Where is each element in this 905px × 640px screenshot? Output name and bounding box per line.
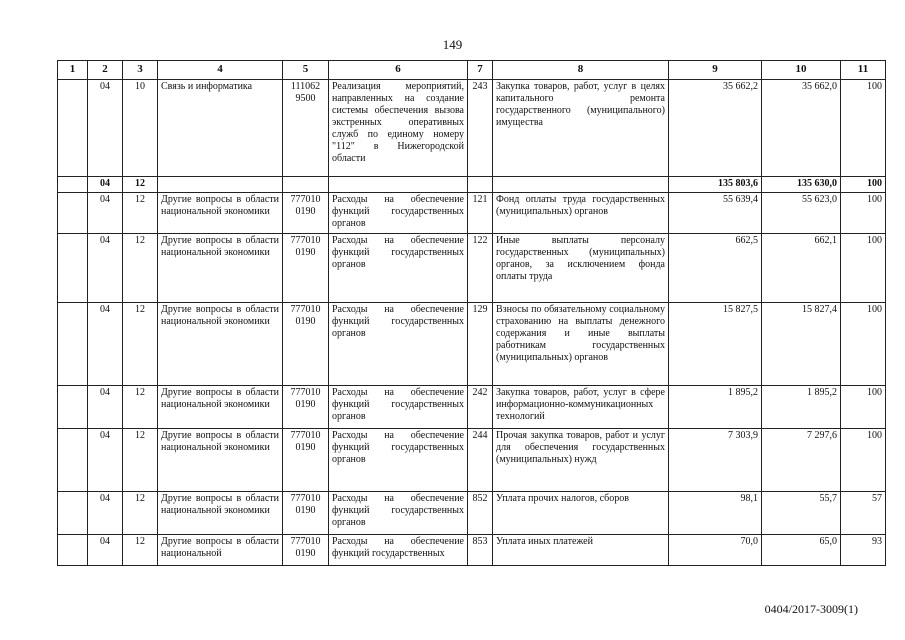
cell-executed: 662,1: [762, 234, 841, 303]
page-number: 149: [442, 37, 463, 52]
cell-executed: 55,7: [762, 492, 841, 535]
cell-planned: 1 895,2: [669, 386, 762, 429]
col-header-11: 11: [841, 61, 886, 80]
cell-section: 04: [88, 386, 123, 429]
cell-planned: 662,5: [669, 234, 762, 303]
cell-article-name: [329, 177, 468, 193]
cell-planned: 70,0: [669, 535, 762, 566]
budget-table: [57, 60, 886, 566]
subtotal-row: [58, 177, 886, 193]
cell-target-article: 777010 0190: [283, 492, 329, 535]
header-row: [58, 61, 886, 80]
cell-expense-name: Уплата иных платежей: [493, 535, 669, 566]
cell-expense-type: 243: [468, 80, 493, 177]
cell-section-name: Другие вопросы в области национальной экономики: [158, 386, 283, 429]
cell-target-article: 777010 0190: [283, 234, 329, 303]
table-body: [58, 80, 886, 566]
cell-article-name: Расходы на обеспечение функций государственных органов: [329, 234, 468, 303]
col-header-3: 3: [123, 61, 158, 80]
cell-expense-name: [493, 177, 669, 193]
cell-planned: 35 662,2: [669, 80, 762, 177]
cell-section-name: Другие вопросы в области национальной экономики: [158, 429, 283, 492]
cell-section-name: Другие вопросы в области национальной экономики: [158, 234, 283, 303]
col-header-8: 8: [493, 61, 669, 80]
cell-article-name: Расходы на обеспечение функций государственных органов: [329, 492, 468, 535]
cell-percent: 100: [841, 193, 886, 234]
cell-percent: 100: [841, 429, 886, 492]
cell-section: 04: [88, 429, 123, 492]
table-row: [58, 535, 886, 566]
cell-subsection: 12: [123, 535, 158, 566]
cell-executed: 35 662,0: [762, 80, 841, 177]
cell-planned: 15 827,5: [669, 303, 762, 386]
col-header-6: 6: [329, 61, 468, 80]
cell-col1: [58, 193, 88, 234]
cell-expense-name: Взносы по обязательному социальному страхованию на выплаты денежного содержания и иные выплаты работникам государственных (муниципальных) органов: [493, 303, 669, 386]
cell-target-article: 777010 0190: [283, 429, 329, 492]
cell-planned: 7 303,9: [669, 429, 762, 492]
table-row: [58, 386, 886, 429]
cell-col1: [58, 492, 88, 535]
cell-executed: 135 630,0: [762, 177, 841, 193]
cell-target-article: 777010 0190: [283, 535, 329, 566]
col-header-4: 4: [158, 61, 283, 80]
cell-planned: 98,1: [669, 492, 762, 535]
cell-subsection: 12: [123, 492, 158, 535]
cell-col1: [58, 386, 88, 429]
cell-target-article: 777010 0190: [283, 303, 329, 386]
cell-expense-name: Закупка товаров, работ, услуг в сфере информационно-коммуникационных технологий: [493, 386, 669, 429]
cell-expense-name: Иные выплаты персоналу государственных (муниципальных) органов, за исключением фонда оплаты труда: [493, 234, 669, 303]
cell-section: 04: [88, 492, 123, 535]
cell-article-name: Расходы на обеспечение функций государственных органов: [329, 386, 468, 429]
cell-section-name: Другие вопросы в области национальной экономики: [158, 193, 283, 234]
cell-expense-type: 122: [468, 234, 493, 303]
cell-expense-name: Прочая закупка товаров, работ и услуг для обеспечения государственных (муниципальных) нужд: [493, 429, 669, 492]
cell-executed: 65,0: [762, 535, 841, 566]
cell-section-name: Другие вопросы в области национальной экономики: [158, 303, 283, 386]
cell-section-name: Другие вопросы в области национальной экономики: [158, 492, 283, 535]
cell-percent: 93: [841, 535, 886, 566]
cell-section-name: Связь и информатика: [158, 80, 283, 177]
cell-article-name: Расходы на обеспечение функций государственных органов: [329, 193, 468, 234]
cell-article-name: Расходы на обеспечение функций государственных органов: [329, 429, 468, 492]
cell-percent: 100: [841, 177, 886, 193]
cell-article-name: Реализация мероприятий, направленных на создание системы обеспечения вызова экстренных оперативных служб по единому номеру "112" в Нижегородской области: [329, 80, 468, 177]
cell-expense-type: 244: [468, 429, 493, 492]
cell-expense-type: [468, 177, 493, 193]
cell-subsection: 10: [123, 80, 158, 177]
col-header-9: 9: [669, 61, 762, 80]
cell-section-name: Другие вопросы в области национальной: [158, 535, 283, 566]
cell-section-name: [158, 177, 283, 193]
cell-expense-type: 853: [468, 535, 493, 566]
cell-expense-name: Закупка товаров, работ, услуг в целях капитального ремонта государственного (муниципального) имущества: [493, 80, 669, 177]
cell-subsection: 12: [123, 386, 158, 429]
cell-target-article: 777010 0190: [283, 386, 329, 429]
cell-expense-name: Фонд оплаты труда государственных (муниципальных) органов: [493, 193, 669, 234]
cell-col1: [58, 80, 88, 177]
col-header-1: 1: [58, 61, 88, 80]
cell-planned: 55 639,4: [669, 193, 762, 234]
cell-executed: 15 827,4: [762, 303, 841, 386]
cell-section: 04: [88, 177, 123, 193]
cell-col1: [58, 303, 88, 386]
cell-expense-type: 121: [468, 193, 493, 234]
cell-col1: [58, 234, 88, 303]
table-row: [58, 193, 886, 234]
cell-executed: 1 895,2: [762, 386, 841, 429]
cell-col1: [58, 177, 88, 193]
cell-article-name: Расходы на обеспечение функций государственных: [329, 535, 468, 566]
cell-expense-type: 129: [468, 303, 493, 386]
cell-col1: [58, 429, 88, 492]
cell-target-article: [283, 177, 329, 193]
cell-target-article: 111062 9500: [283, 80, 329, 177]
col-header-7: 7: [468, 61, 493, 80]
table-row: [58, 303, 886, 386]
cell-planned: 135 803,6: [669, 177, 762, 193]
col-header-10: 10: [762, 61, 841, 80]
cell-subsection: 12: [123, 177, 158, 193]
cell-subsection: 12: [123, 429, 158, 492]
cell-subsection: 12: [123, 193, 158, 234]
cell-executed: 55 623,0: [762, 193, 841, 234]
cell-section: 04: [88, 535, 123, 566]
col-header-2: 2: [88, 61, 123, 80]
cell-percent: 100: [841, 80, 886, 177]
table-row: [58, 234, 886, 303]
cell-expense-type: 852: [468, 492, 493, 535]
cell-expense-name: Уплата прочих налогов, сборов: [493, 492, 669, 535]
cell-subsection: 12: [123, 303, 158, 386]
cell-percent: 100: [841, 303, 886, 386]
cell-percent: 57: [841, 492, 886, 535]
cell-section: 04: [88, 193, 123, 234]
cell-article-name: Расходы на обеспечение функций государственных органов: [329, 303, 468, 386]
cell-section: 04: [88, 80, 123, 177]
cell-percent: 100: [841, 386, 886, 429]
cell-expense-type: 242: [468, 386, 493, 429]
table-row: [58, 492, 886, 535]
cell-target-article: 777010 0190: [283, 193, 329, 234]
document-code: 0404/2017-3009(1): [764, 602, 858, 616]
cell-executed: 7 297,6: [762, 429, 841, 492]
cell-section: 04: [88, 234, 123, 303]
cell-col1: [58, 535, 88, 566]
table-row: [58, 429, 886, 492]
col-header-5: 5: [283, 61, 329, 80]
cell-section: 04: [88, 303, 123, 386]
table-row: [58, 80, 886, 177]
cell-percent: 100: [841, 234, 886, 303]
cell-subsection: 12: [123, 234, 158, 303]
